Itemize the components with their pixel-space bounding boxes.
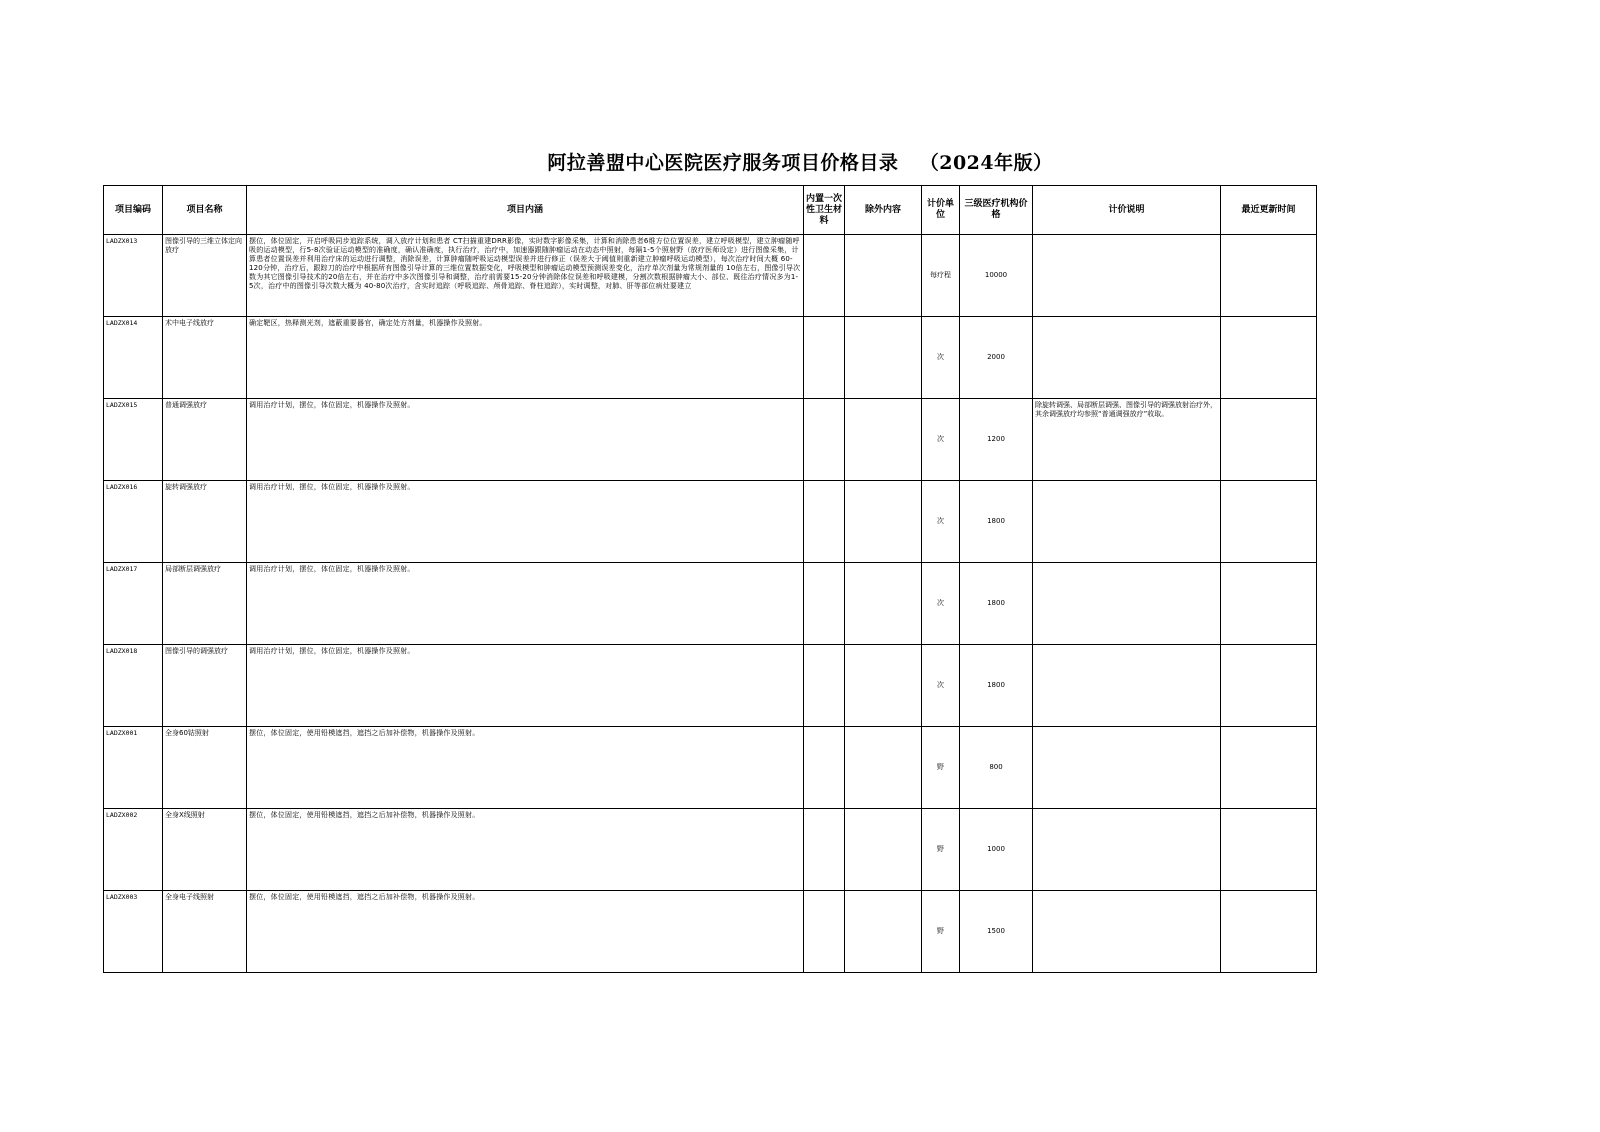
cell-content: 摆位，体位固定，使用铅模遮挡，遮挡之后加补偿物，机器操作及照射。 [247,809,804,891]
cell-excluded [845,809,922,891]
table-header-row [104,186,1317,235]
cell-name: 局部断层调强放疗 [163,563,247,645]
cell-updated [1221,891,1317,973]
cell-name: 全身电子线照射 [163,891,247,973]
cell-name: 全身X线照射 [163,809,247,891]
cell-content: 调用治疗计划，摆位，体位固定，机器操作及照射。 [247,399,804,481]
document-title: 阿拉善盟中心医院医疗服务项目价格目录 （2024年版） [547,152,1053,174]
cell-price: 1500 [960,891,1033,973]
cell-code: LADZX003 [104,891,163,973]
cell-updated [1221,235,1317,317]
cell-code: LADZX018 [104,645,163,727]
cell-material [804,809,845,891]
cell-note [1033,481,1221,563]
table-row [104,891,1317,973]
cell-name: 普通调强放疗 [163,399,247,481]
cell-name: 图像引导的三维立体定向放疗 [163,235,247,317]
cell-note [1033,317,1221,399]
header-code: 项目编码 [104,186,163,235]
cell-content: 摆位，体位固定，使用铅模遮挡，遮挡之后加补偿物，机器操作及照射。 [247,891,804,973]
cell-code: LADZX014 [104,317,163,399]
cell-unit: 野 [922,809,960,891]
cell-code: LADZX016 [104,481,163,563]
cell-updated [1221,481,1317,563]
cell-material [804,563,845,645]
header-name: 项目名称 [163,186,247,235]
cell-price: 1000 [960,809,1033,891]
header-price: 三级医疗机构价格 [960,186,1033,235]
header-material: 内置一次性卫生材料 [804,186,845,235]
cell-material [804,891,845,973]
price-catalog-table [103,185,1317,973]
cell-content: 摆位，体位固定，开启呼吸同步追踪系统，调入放疗计划和患者 CT扫描重建DRR影像，实时数字影像采集，计算和消除患者6维方位位置误差，建立呼吸模型，建立肿瘤随呼吸的运动模型，行5-8次验证运动模型的准确度，确认准确度，执行治疗，治疗中，加速器跟随肿瘤运动在动态中照射，每隔1-5个照射野（放疗医师设定）进行图像采集，计算患者位置误差并利用治疗床的运动进行调整，消除误差，计算肿瘤随呼吸运动模型误差并进行修正（误差大于阈值则重新建立肿瘤呼吸运动模型），每次治疗时间大概 60-120分钟，治疗后，跟踪刀的治疗中根据所有图像引导计算的三维位置数据变化，呼吸模型和肿瘤运动模型预测误差变化，治疗单次剂量为常规剂量的 10倍左右，图像引导次数为其它图像引导技术的20倍左右，并在治疗中多次图像引导和调整，治疗前需要15-20分钟消除体位误差和呼吸建模，分割次数根据肿瘤大小、部位、既往治疗情况多为1-5次，治疗中的图像引导次数大概为 40-80次治疗，含实时追踪（呼吸追踪、颅骨追踪、脊柱追踪），实时调整，对肺、肝等部位病灶要建立 [247,235,804,317]
cell-unit: 次 [922,317,960,399]
cell-unit: 次 [922,481,960,563]
cell-unit: 次 [922,563,960,645]
cell-content: 摆位，体位固定，使用铅模遮挡，遮挡之后加补偿物，机器操作及照射。 [247,727,804,809]
cell-content: 调用治疗计划，摆位，体位固定，机器操作及照射。 [247,481,804,563]
cell-code: LADZX002 [104,809,163,891]
header-note: 计价说明 [1033,186,1221,235]
table-row [104,645,1317,727]
table-row [104,235,1317,317]
cell-material [804,235,845,317]
cell-code: LADZX001 [104,727,163,809]
cell-code: LADZX013 [104,235,163,317]
cell-content: 确定靶区，热释测光剂，遮蔽重要器官，确定处方剂量，机器操作及照射。 [247,317,804,399]
cell-excluded [845,727,922,809]
cell-note [1033,235,1221,317]
cell-price: 10000 [960,235,1033,317]
cell-excluded [845,645,922,727]
header-updated: 最近更新时间 [1221,186,1317,235]
cell-price: 1800 [960,563,1033,645]
table-row [104,727,1317,809]
table-row [104,481,1317,563]
cell-material [804,399,845,481]
cell-note [1033,563,1221,645]
cell-updated [1221,563,1317,645]
cell-name: 术中电子线放疗 [163,317,247,399]
header-content: 项目内涵 [247,186,804,235]
cell-name: 全身60钴照射 [163,727,247,809]
cell-price: 1800 [960,481,1033,563]
cell-note: 除旋转调强、局部断层调强、图像引导的调强放射治疗外，其余调强放疗均参照“普通调强放疗”收取。 [1033,399,1221,481]
cell-excluded [845,235,922,317]
header-unit: 计价单位 [922,186,960,235]
cell-excluded [845,399,922,481]
cell-note [1033,645,1221,727]
table-row [104,317,1317,399]
cell-content: 调用治疗计划，摆位，体位固定，机器操作及照射。 [247,645,804,727]
cell-unit: 次 [922,399,960,481]
cell-excluded [845,481,922,563]
cell-code: LADZX015 [104,399,163,481]
cell-unit: 每疗程 [922,235,960,317]
cell-note [1033,809,1221,891]
cell-name: 旋转调强放疗 [163,481,247,563]
cell-code: LADZX017 [104,563,163,645]
cell-note [1033,727,1221,809]
cell-material [804,727,845,809]
cell-material [804,317,845,399]
cell-excluded [845,563,922,645]
cell-price: 1200 [960,399,1033,481]
cell-updated [1221,809,1317,891]
cell-price: 800 [960,727,1033,809]
cell-updated [1221,399,1317,481]
cell-unit: 野 [922,727,960,809]
cell-excluded [845,891,922,973]
cell-name: 图像引导的调强放疗 [163,645,247,727]
table-row [104,399,1317,481]
cell-price: 1800 [960,645,1033,727]
cell-material [804,481,845,563]
cell-price: 2000 [960,317,1033,399]
cell-material [804,645,845,727]
cell-updated [1221,645,1317,727]
cell-unit: 次 [922,645,960,727]
cell-unit: 野 [922,891,960,973]
cell-note [1033,891,1221,973]
cell-excluded [845,317,922,399]
cell-updated [1221,317,1317,399]
header-excluded: 除外内容 [845,186,922,235]
table-row [104,563,1317,645]
cell-updated [1221,727,1317,809]
table-row [104,809,1317,891]
cell-content: 调用治疗计划，摆位，体位固定，机器操作及照射。 [247,563,804,645]
